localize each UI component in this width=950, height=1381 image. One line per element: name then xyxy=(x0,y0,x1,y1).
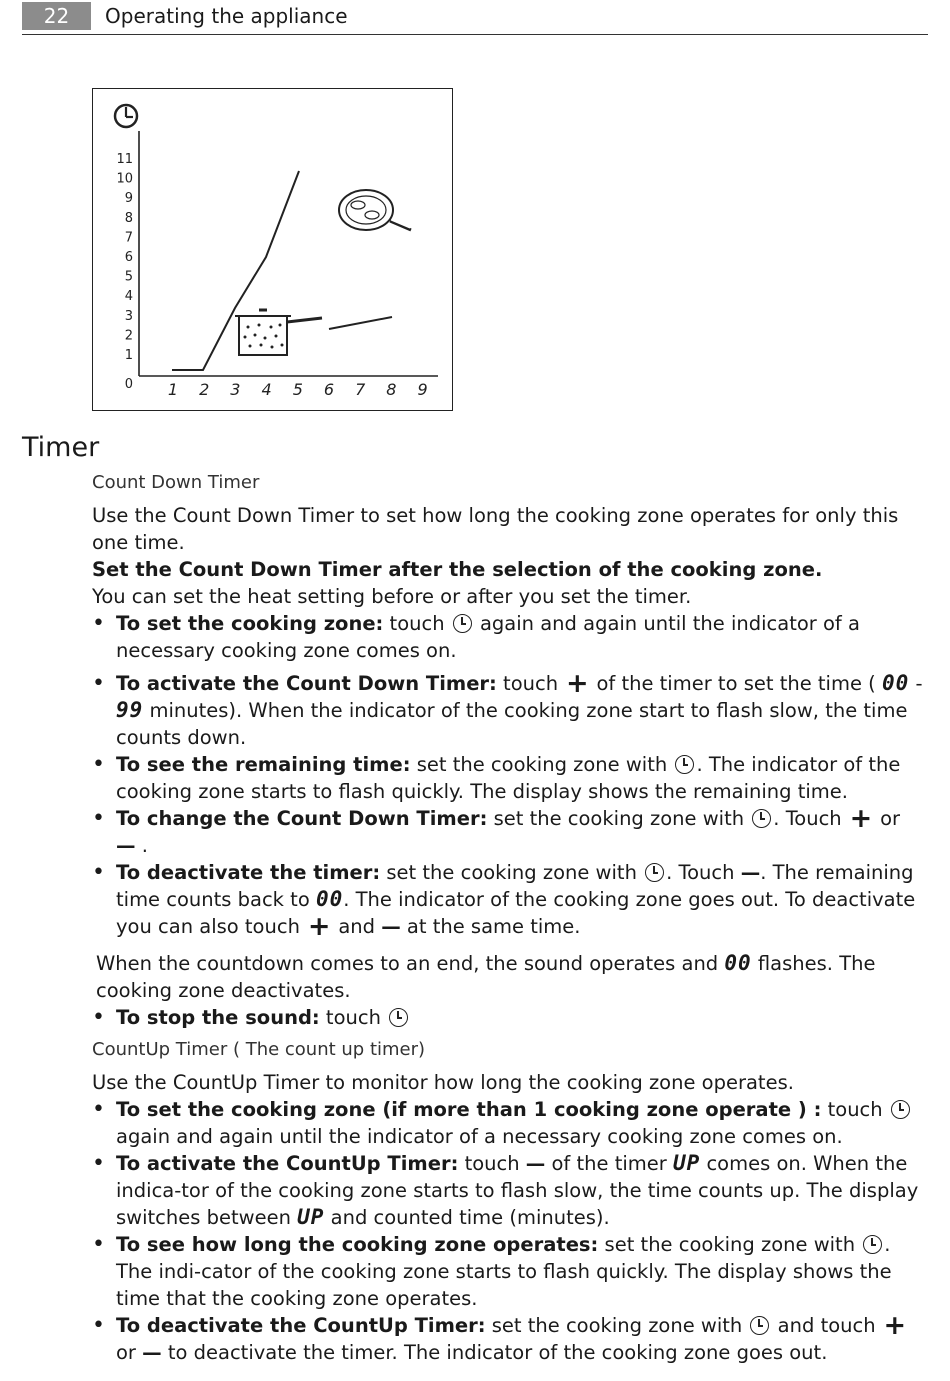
display-digits: 99 xyxy=(116,698,144,722)
y-tick-label: 5 xyxy=(124,269,133,285)
y-tick-label: 9 xyxy=(124,191,133,207)
list-item: • To activate the CountUp Timer: touch — of the timer UP comes on. When the indica-tor of the cooking zone starts to flash slow, the time counts up. The display switches between UP and counted time (minutes). xyxy=(92,1150,924,1231)
x-tick-label: 7 xyxy=(355,380,366,399)
timer-icon xyxy=(750,1316,769,1335)
clock-icon xyxy=(115,105,137,127)
list-item: • To set the cooking zone (if more than 1 cooking zone operate ) : touch again and again until the indicator of a necessary cooking zone comes on. xyxy=(92,1096,924,1150)
y-tick-label: 2 xyxy=(124,328,133,344)
list-item: • To change the Count Down Timer: set the cooking zone with . Touch + or — . xyxy=(92,805,924,859)
timer-icon xyxy=(752,809,771,828)
heat-curve-low xyxy=(329,317,392,329)
display-up: UP xyxy=(297,1205,325,1229)
timer-icon xyxy=(863,1235,882,1254)
list-item: • To activate the Count Down Timer: touch + of the timer to set the time ( 00 - 99 minutes). When the indicator of the cooking zone start to flash slow, the time counts down. xyxy=(92,670,924,751)
x-tick-label: 1 xyxy=(167,380,179,399)
minus-icon: — xyxy=(740,861,761,884)
list-item: • To see the remaining time: set the cooking zone with . The indicator of the cooking zone starts to flash quickly. The display shows the remaining time. xyxy=(92,751,924,805)
timer-icon xyxy=(453,614,472,633)
display-digits: 00 xyxy=(881,671,910,695)
countup-steps xyxy=(92,1096,924,1366)
y-tick-label: 11 xyxy=(116,152,133,167)
timer-graph-figure xyxy=(92,88,453,411)
minus-icon: — xyxy=(116,834,136,857)
section-title: Timer xyxy=(22,432,100,463)
list-item: • To stop the sound: touch xyxy=(92,1004,924,1031)
countdown-heat-note: You can set the heat setting before or after you set the timer. xyxy=(92,585,692,608)
countdown-note: Set the Count Down Timer after the selection of the cooking zone. xyxy=(92,558,823,581)
countdown-steps xyxy=(92,610,924,940)
countdown-subtitle: Count Down Timer xyxy=(92,472,260,493)
x-tick-label: 5 xyxy=(292,380,303,399)
countup-subtitle: CountUp Timer ( The count up timer) xyxy=(92,1039,426,1060)
minus-icon: — xyxy=(142,1341,162,1364)
timer-icon xyxy=(675,755,694,774)
page-number: 22 xyxy=(43,4,70,28)
list-item: • To deactivate the timer: set the cooking zone with . Touch —. The remaining time counts back to 00. The indicator of the cooking zone goes out. To deactivate you can also touch + and — at the same time. xyxy=(92,859,924,940)
countdown-end-note: When the countdown comes to an end, the sound operates and 00 flashes. The cooking zone deactivates. xyxy=(96,951,876,1002)
list-item: • To deactivate the CountUp Timer: set the cooking zone with and touch + or — to deactivate the timer. The indicator of the cooking zone goes out. xyxy=(92,1312,924,1366)
list-item: • To see how long the cooking zone operates: set the cooking zone with . The indi-cator of the cooking zone starts to flash quickly. The display shows the time that the cooking zone operates. xyxy=(92,1231,924,1312)
x-tick-label: 4 xyxy=(261,380,272,399)
display-digits: 00 xyxy=(724,951,752,975)
timer-icon xyxy=(891,1100,910,1119)
x-tick-label: 3 xyxy=(230,380,241,399)
display-up: UP xyxy=(672,1151,701,1175)
display-digits: 00 xyxy=(315,887,344,911)
y-tick-label: 4 xyxy=(124,289,133,305)
y-tick-label: 0 xyxy=(124,377,133,392)
x-tick-label: 9 xyxy=(417,380,428,399)
y-tick-label: 6 xyxy=(124,250,133,265)
plus-icon: + xyxy=(307,911,331,942)
saucepan-icon xyxy=(235,310,322,355)
header-rule xyxy=(22,34,928,35)
y-tick-label: 1 xyxy=(124,348,133,363)
countup-intro: Use the CountUp Timer to monitor how long the cooking zone operates. xyxy=(92,1071,794,1094)
y-tick-label: 7 xyxy=(124,230,133,246)
timer-instructions xyxy=(92,470,924,1366)
countdown-intro: Use the Count Down Timer to set how long the cooking zone operates for only this one time. xyxy=(92,504,899,554)
chapter-title: Operating the appliance xyxy=(105,4,348,28)
list-item: • To set the cooking zone: touch again and again until the indicator of a necessary cooking zone comes on. xyxy=(92,610,924,664)
plus-icon: + xyxy=(565,668,589,699)
frying-pan-icon xyxy=(339,190,411,230)
plus-icon: + xyxy=(849,803,873,834)
timer-graph xyxy=(93,89,454,412)
x-tick-label: 8 xyxy=(386,380,397,399)
plus-icon: + xyxy=(883,1310,907,1341)
minus-icon: — xyxy=(381,915,401,938)
y-tick-label: 3 xyxy=(124,308,133,324)
x-tick-label: 2 xyxy=(199,380,210,399)
minus-icon: — xyxy=(525,1152,546,1175)
sound-steps xyxy=(92,1004,924,1031)
y-tick-label: 10 xyxy=(116,171,133,187)
timer-icon xyxy=(645,863,664,882)
timer-icon xyxy=(389,1008,408,1027)
y-tick-label: 8 xyxy=(124,210,133,226)
x-tick-label: 6 xyxy=(323,380,335,399)
